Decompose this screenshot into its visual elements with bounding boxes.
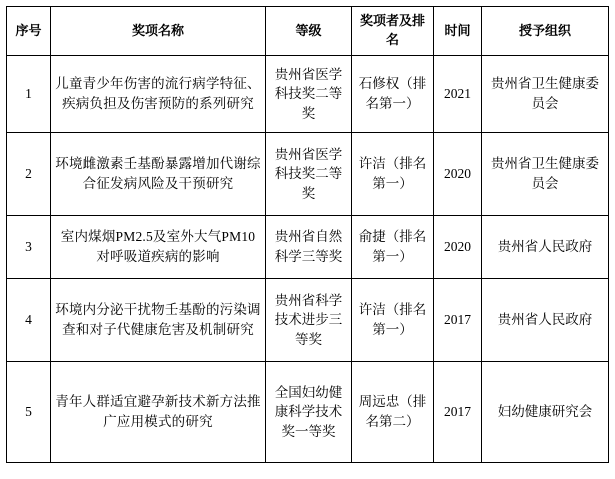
cell-org: 妇幼健康研究会 <box>482 362 609 463</box>
column-header-title: 奖项名称 <box>51 7 266 56</box>
cell-title: 环境内分泌干扰物壬基酚的污染调查和对子代健康危害及机制研究 <box>51 279 266 362</box>
cell-title: 环境雌激素壬基酚暴露增加代谢综合征发病风险及干预研究 <box>51 133 266 216</box>
table-row <box>7 362 609 463</box>
cell-title: 儿童青少年伤害的流行病学特征、疾病负担及伤害预防的系列研究 <box>51 56 266 133</box>
cell-year: 2017 <box>434 362 482 463</box>
column-header-year: 时间 <box>434 7 482 56</box>
cell-year: 2021 <box>434 56 482 133</box>
cell-year: 2017 <box>434 279 482 362</box>
cell-index: 3 <box>7 216 51 279</box>
cell-year: 2020 <box>434 216 482 279</box>
table-row <box>7 216 609 279</box>
cell-person: 石修权（排名第一） <box>352 56 434 133</box>
cell-index: 1 <box>7 56 51 133</box>
column-header-level: 等级 <box>266 7 352 56</box>
cell-level: 贵州省医学科技奖二等奖 <box>266 133 352 216</box>
cell-org: 贵州省卫生健康委员会 <box>482 56 609 133</box>
cell-org: 贵州省卫生健康委员会 <box>482 133 609 216</box>
cell-title: 青年人群适宜避孕新技术新方法推广应用模式的研究 <box>51 362 266 463</box>
cell-org: 贵州省人民政府 <box>482 279 609 362</box>
cell-year: 2020 <box>434 133 482 216</box>
table-row <box>7 133 609 216</box>
cell-org: 贵州省人民政府 <box>482 216 609 279</box>
cell-person: 周远忠（排名第二） <box>352 362 434 463</box>
cell-level: 全国妇幼健康科学技术奖一等奖 <box>266 362 352 463</box>
table-body <box>7 56 609 463</box>
cell-level: 贵州省自然科学三等奖 <box>266 216 352 279</box>
table-header-row <box>7 7 609 56</box>
cell-person: 许洁（排名第一） <box>352 133 434 216</box>
cell-person: 俞捷（排名第一） <box>352 216 434 279</box>
column-header-org: 授予组织 <box>482 7 609 56</box>
cell-level: 贵州省医学科技奖二等奖 <box>266 56 352 133</box>
column-header-person: 奖项者及排名 <box>352 7 434 56</box>
cell-title: 室内煤烟PM2.5及室外大气PM10对呼吸道疾病的影响 <box>51 216 266 279</box>
cell-index: 5 <box>7 362 51 463</box>
award-table <box>6 6 609 463</box>
cell-index: 2 <box>7 133 51 216</box>
table-row <box>7 279 609 362</box>
cell-person: 许洁（排名第一） <box>352 279 434 362</box>
column-header-index: 序号 <box>7 7 51 56</box>
table-row <box>7 56 609 133</box>
cell-index: 4 <box>7 279 51 362</box>
table-header <box>7 7 609 56</box>
cell-level: 贵州省科学技术进步三等奖 <box>266 279 352 362</box>
